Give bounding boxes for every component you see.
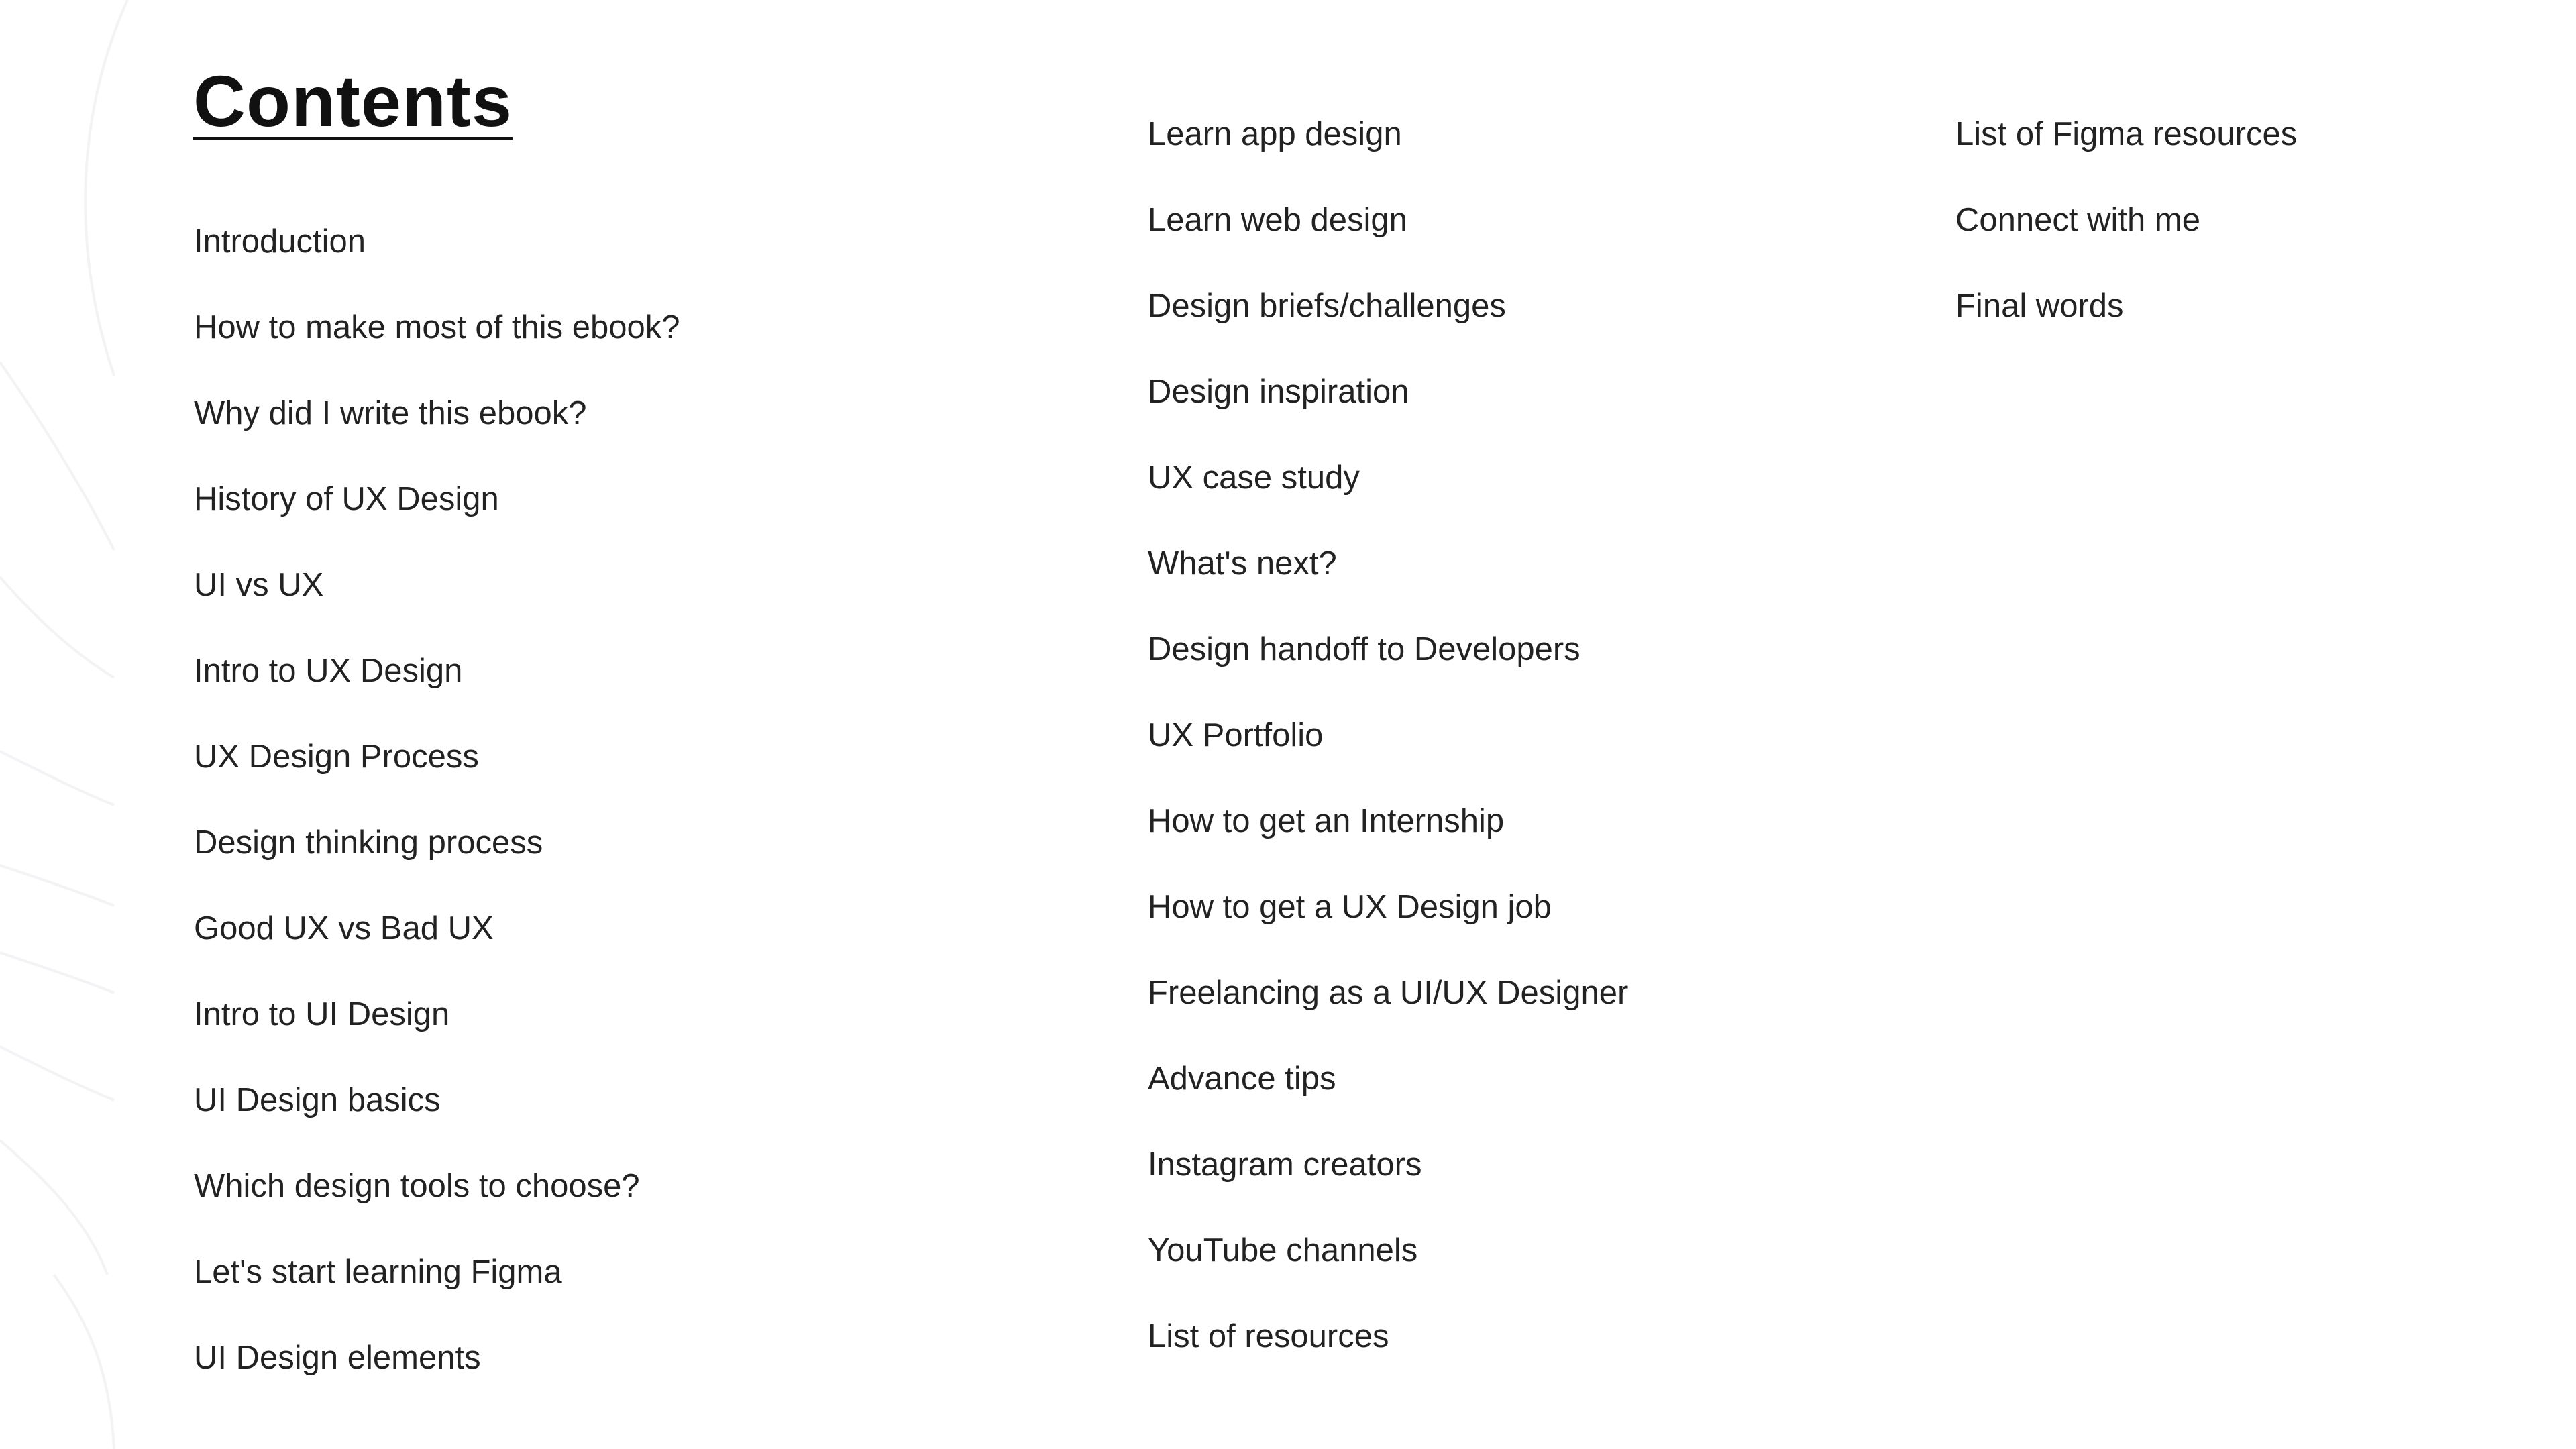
contents-column-2 [1148,91,1628,1379]
toc-item-youtube-channels[interactable]: YouTube channels [1148,1232,1418,1269]
toc-item-introduction[interactable]: Introduction [194,223,366,260]
toc-item-design-handoff[interactable]: Design handoff to Developers [1148,631,1580,667]
toc-item-figma-resources[interactable]: List of Figma resources [1955,116,2298,152]
toc-item-make-most-of-ebook[interactable]: How to make most of this ebook? [194,309,680,345]
toc-item-design-briefs[interactable]: Design briefs/challenges [1148,288,1506,324]
toc-item-ux-design-process[interactable]: UX Design Process [194,739,479,775]
toc-item-ui-design-basics[interactable]: UI Design basics [194,1082,441,1118]
toc-item-learn-web-design[interactable]: Learn web design [1148,202,1407,238]
toc-item-advance-tips[interactable]: Advance tips [1148,1061,1336,1097]
toc-item-design-thinking-process[interactable]: Design thinking process [194,824,543,861]
contents-column-3 [1955,91,2297,349]
toc-item-ux-portfolio[interactable]: UX Portfolio [1148,717,1324,753]
toc-item-whats-next[interactable]: What's next? [1148,545,1337,582]
toc-item-get-ux-job[interactable]: How to get a UX Design job [1148,889,1552,925]
toc-item-ui-vs-ux[interactable]: UI vs UX [194,567,324,603]
toc-item-list-of-resources[interactable]: List of resources [1148,1318,1389,1354]
toc-item-freelancing[interactable]: Freelancing as a UI/UX Designer [1148,975,1629,1011]
page-title: Contents [193,60,513,142]
toc-item-design-inspiration[interactable]: Design inspiration [1148,374,1409,410]
toc-item-ui-design-elements[interactable]: UI Design elements [194,1340,481,1376]
toc-item-final-words[interactable]: Final words [1955,288,2124,324]
toc-item-learn-app-design[interactable]: Learn app design [1148,116,1402,152]
toc-item-connect-with-me[interactable]: Connect with me [1955,202,2200,238]
toc-item-instagram-creators[interactable]: Instagram creators [1148,1146,1422,1183]
toc-item-intro-ux-design[interactable]: Intro to UX Design [194,653,463,689]
toc-item-why-write-ebook[interactable]: Why did I write this ebook? [194,395,587,431]
toc-item-learning-figma[interactable]: Let's start learning Figma [194,1254,562,1290]
toc-item-ux-case-study[interactable]: UX case study [1148,460,1360,496]
toc-item-history-of-ux[interactable]: History of UX Design [194,481,499,517]
toc-item-intro-ui-design[interactable]: Intro to UI Design [194,996,450,1032]
toc-item-design-tools[interactable]: Which design tools to choose? [194,1168,640,1204]
toc-item-get-internship[interactable]: How to get an Internship [1148,803,1505,839]
contents-column-1 [194,199,680,1401]
toc-item-good-vs-bad-ux[interactable]: Good UX vs Bad UX [194,910,494,947]
